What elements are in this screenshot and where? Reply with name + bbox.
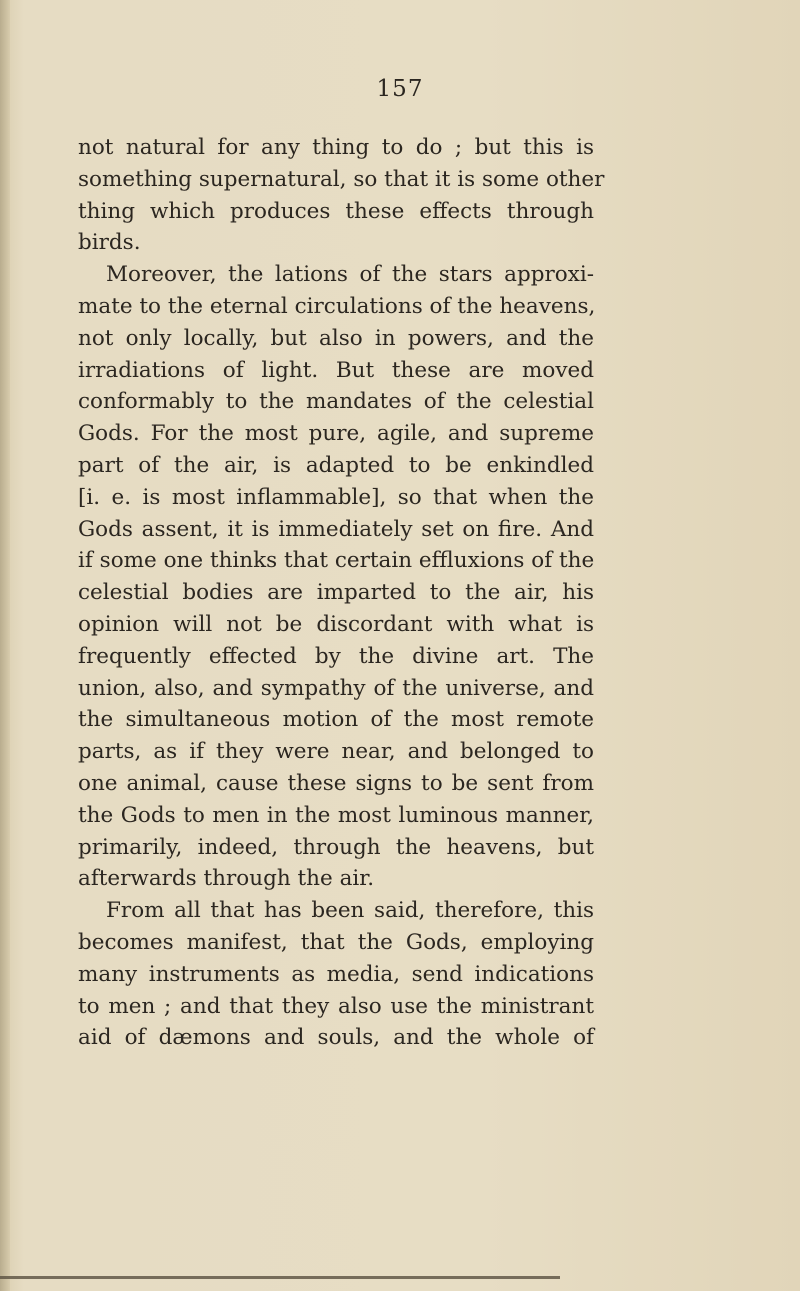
bottom-edge-rule xyxy=(0,1276,560,1279)
page-number: 157 xyxy=(376,76,424,102)
text-line: not natural for any thing to do ; but this is xyxy=(78,135,594,160)
text-line: Moreover, the lations of the stars approxi- xyxy=(106,262,594,288)
text-line: primarily, indeed, through the heavens, but xyxy=(78,834,594,860)
text-line: part of the air, is adapted to be enkindled xyxy=(78,452,594,478)
text-line: birds. xyxy=(78,230,141,256)
text-line: one animal, cause these signs to be sent from xyxy=(78,770,594,796)
text-line: if some one thinks that certain effluxions of the xyxy=(78,548,595,574)
text-line: to men ; and that they also use the ministrant xyxy=(78,993,594,1019)
text-line: many instruments as media, send indications xyxy=(78,961,594,987)
text-line: celestial bodies are imparted to the air, his xyxy=(78,580,594,606)
text-line: conformably to the mandates of the celestial xyxy=(78,389,594,415)
text-line: union, also, and sympathy of the universe, and xyxy=(78,675,594,701)
page-binding-edge xyxy=(0,0,10,1291)
body-text xyxy=(78,132,605,1054)
text-line: Gods assent, it is immediately set on fire. And xyxy=(78,516,594,542)
text-line: frequently effected by the divine art. The xyxy=(78,643,594,669)
text-line: aid of dæmons and souls, and the whole of xyxy=(78,1025,594,1051)
text-line: mate to the eternal circulations of the heavens, xyxy=(78,293,596,319)
text-line: the simultaneous motion of the most remote xyxy=(78,707,594,733)
text-line: From all that has been said, therefore, this xyxy=(106,898,594,924)
text-line: irradiations of light. But these are moved xyxy=(78,357,594,383)
text-line: afterwards through the air. xyxy=(78,866,375,892)
text-line: becomes manifest, that the Gods, employing xyxy=(78,929,594,955)
text-line: Gods. For the most pure, agile, and supreme xyxy=(78,421,594,447)
text-line: the Gods to men in the most luminous manner, xyxy=(78,802,594,828)
text-line: something supernatural, so that it is some other xyxy=(78,166,605,192)
text-line: opinion will not be discordant with what is xyxy=(78,611,594,637)
text-line: [i. e. is most inflammable], so that when the xyxy=(78,484,594,510)
text-line: not only locally, but also in powers, and the xyxy=(78,325,594,351)
text-line: thing which produces these effects through xyxy=(78,198,594,224)
text-line: parts, as if they were near, and belonged to xyxy=(78,739,594,765)
